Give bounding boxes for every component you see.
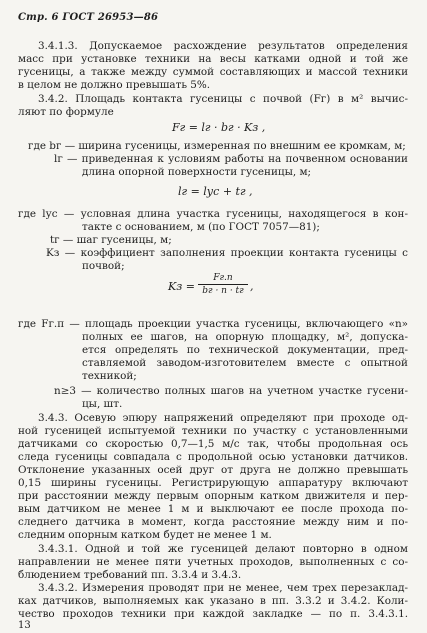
- text-line: 3.4.1.3. Допускаемое расхождение результатов определения: [38, 40, 408, 52]
- text-line: блюдением требований пп. 3.3.4 и 3.4.3.: [18, 569, 242, 581]
- text-line: где lус — условная длина участка гусеницы, находящегося в кон-: [18, 208, 408, 220]
- text-line: в целом не должно превышать 5%.: [18, 79, 211, 91]
- text-line: датчиками со скоростью 0,7—1,5 м/с так, чтобы продольная ось: [18, 438, 408, 450]
- text-line: полных ее шагов, на опорную площадку, м², допуска-: [82, 331, 408, 343]
- formula-fill-coef-lhs: Kз =: [168, 280, 195, 293]
- fraction-denominator: bг · n · tг: [202, 286, 244, 296]
- text-line: вым датчиком не менее 1 м и выключают ее после прохода по-: [18, 503, 408, 515]
- formula-length: lг = lус + tг ,: [178, 185, 253, 198]
- text-line: ется определять по технической документации, пред-: [82, 344, 408, 356]
- text-line: 3.4.2. Площадь контакта гусеницы с почвой (Fг) в м² вычис-: [38, 93, 408, 105]
- text-line: цы, шт.: [82, 398, 123, 410]
- text-line: при расстоянии между первым опорным катком движителя и пер-: [18, 490, 408, 502]
- text-line: направлении не менее пяти учетных проходов, выполненных с со-: [18, 556, 408, 568]
- text-line: следа гусеницы совпадала с продольной осью установки датчиков.: [18, 451, 408, 463]
- formula-contact-area: Fг = lг · bг · Kз ,: [172, 121, 266, 134]
- page-header: Стр. 6 ГОСТ 26953—86: [18, 12, 159, 23]
- formula-fill-coef-tail: ,: [250, 280, 254, 293]
- text-line: следним опорным катком будет не менее 1 м.: [18, 529, 272, 541]
- text-line: ной гусеницей испытуемой техники по участку с установленными: [18, 425, 408, 437]
- page-number: 13: [18, 620, 31, 631]
- text-line: следнего датчика в момент, когда расстояние между ним и по-: [18, 516, 408, 528]
- text-line: ставляемой заводом-изготовителем вместе с опытной: [82, 357, 408, 369]
- text-line: 3.4.3.1. Одной и той же гусеницей делают повторно в одном: [38, 543, 408, 555]
- text-line: почвой;: [82, 260, 125, 272]
- text-line: где Fг.п — площадь проекции участка гусеницы, включающего «n»: [18, 318, 408, 330]
- text-line: масс при установке техники на весы катками одной и той же: [18, 53, 408, 65]
- text-line: 3.4.3. Осевую эпюру напряжений определяют при проходе од-: [38, 412, 408, 424]
- text-line: длина опорной поверхности гусеницы, м;: [82, 166, 312, 178]
- text-line: lг — приведенная к условиям работы на почвенном основании: [54, 153, 408, 165]
- text-line: 0,15 ширины гусеницы. Регистрирующую аппаратуру включают: [18, 477, 408, 489]
- text-line: техникой;: [82, 370, 137, 382]
- formula-fill-coef-fraction: [198, 273, 248, 296]
- fraction-numerator: Fг.п: [198, 273, 248, 285]
- text-line: гусеницы, а также между суммой составляющих и массой техники: [18, 66, 408, 78]
- text-line: чество проходов техники при каждой закладке — по п. 3.4.3.1.: [18, 608, 408, 620]
- text-line: Kз — коэффициент заполнения проекции контакта гусеницы с: [46, 247, 408, 259]
- text-line: tг — шаг гусеницы, м;: [50, 234, 172, 246]
- text-line: 3.4.3.2. Измерения проводят при не менее, чем трех перезаклад-: [38, 582, 408, 594]
- text-line: Отклонение указанных осей друг от друга не должно превышать: [18, 464, 408, 476]
- text-line: где bг — ширина гусеницы, измеренная по внешним ее кромкам, м;: [28, 140, 406, 152]
- text-line: такте с основанием, м (по ГОСТ 7057—81);: [82, 221, 320, 233]
- text-line: n≥3 — количество полных шагов на учетном участке гусени-: [54, 385, 408, 397]
- text-line: ляют по формуле: [18, 106, 114, 118]
- text-line: ках датчиков, выполняемых как указано в пп. 3.3.2 и 3.4.2. Коли-: [18, 595, 408, 607]
